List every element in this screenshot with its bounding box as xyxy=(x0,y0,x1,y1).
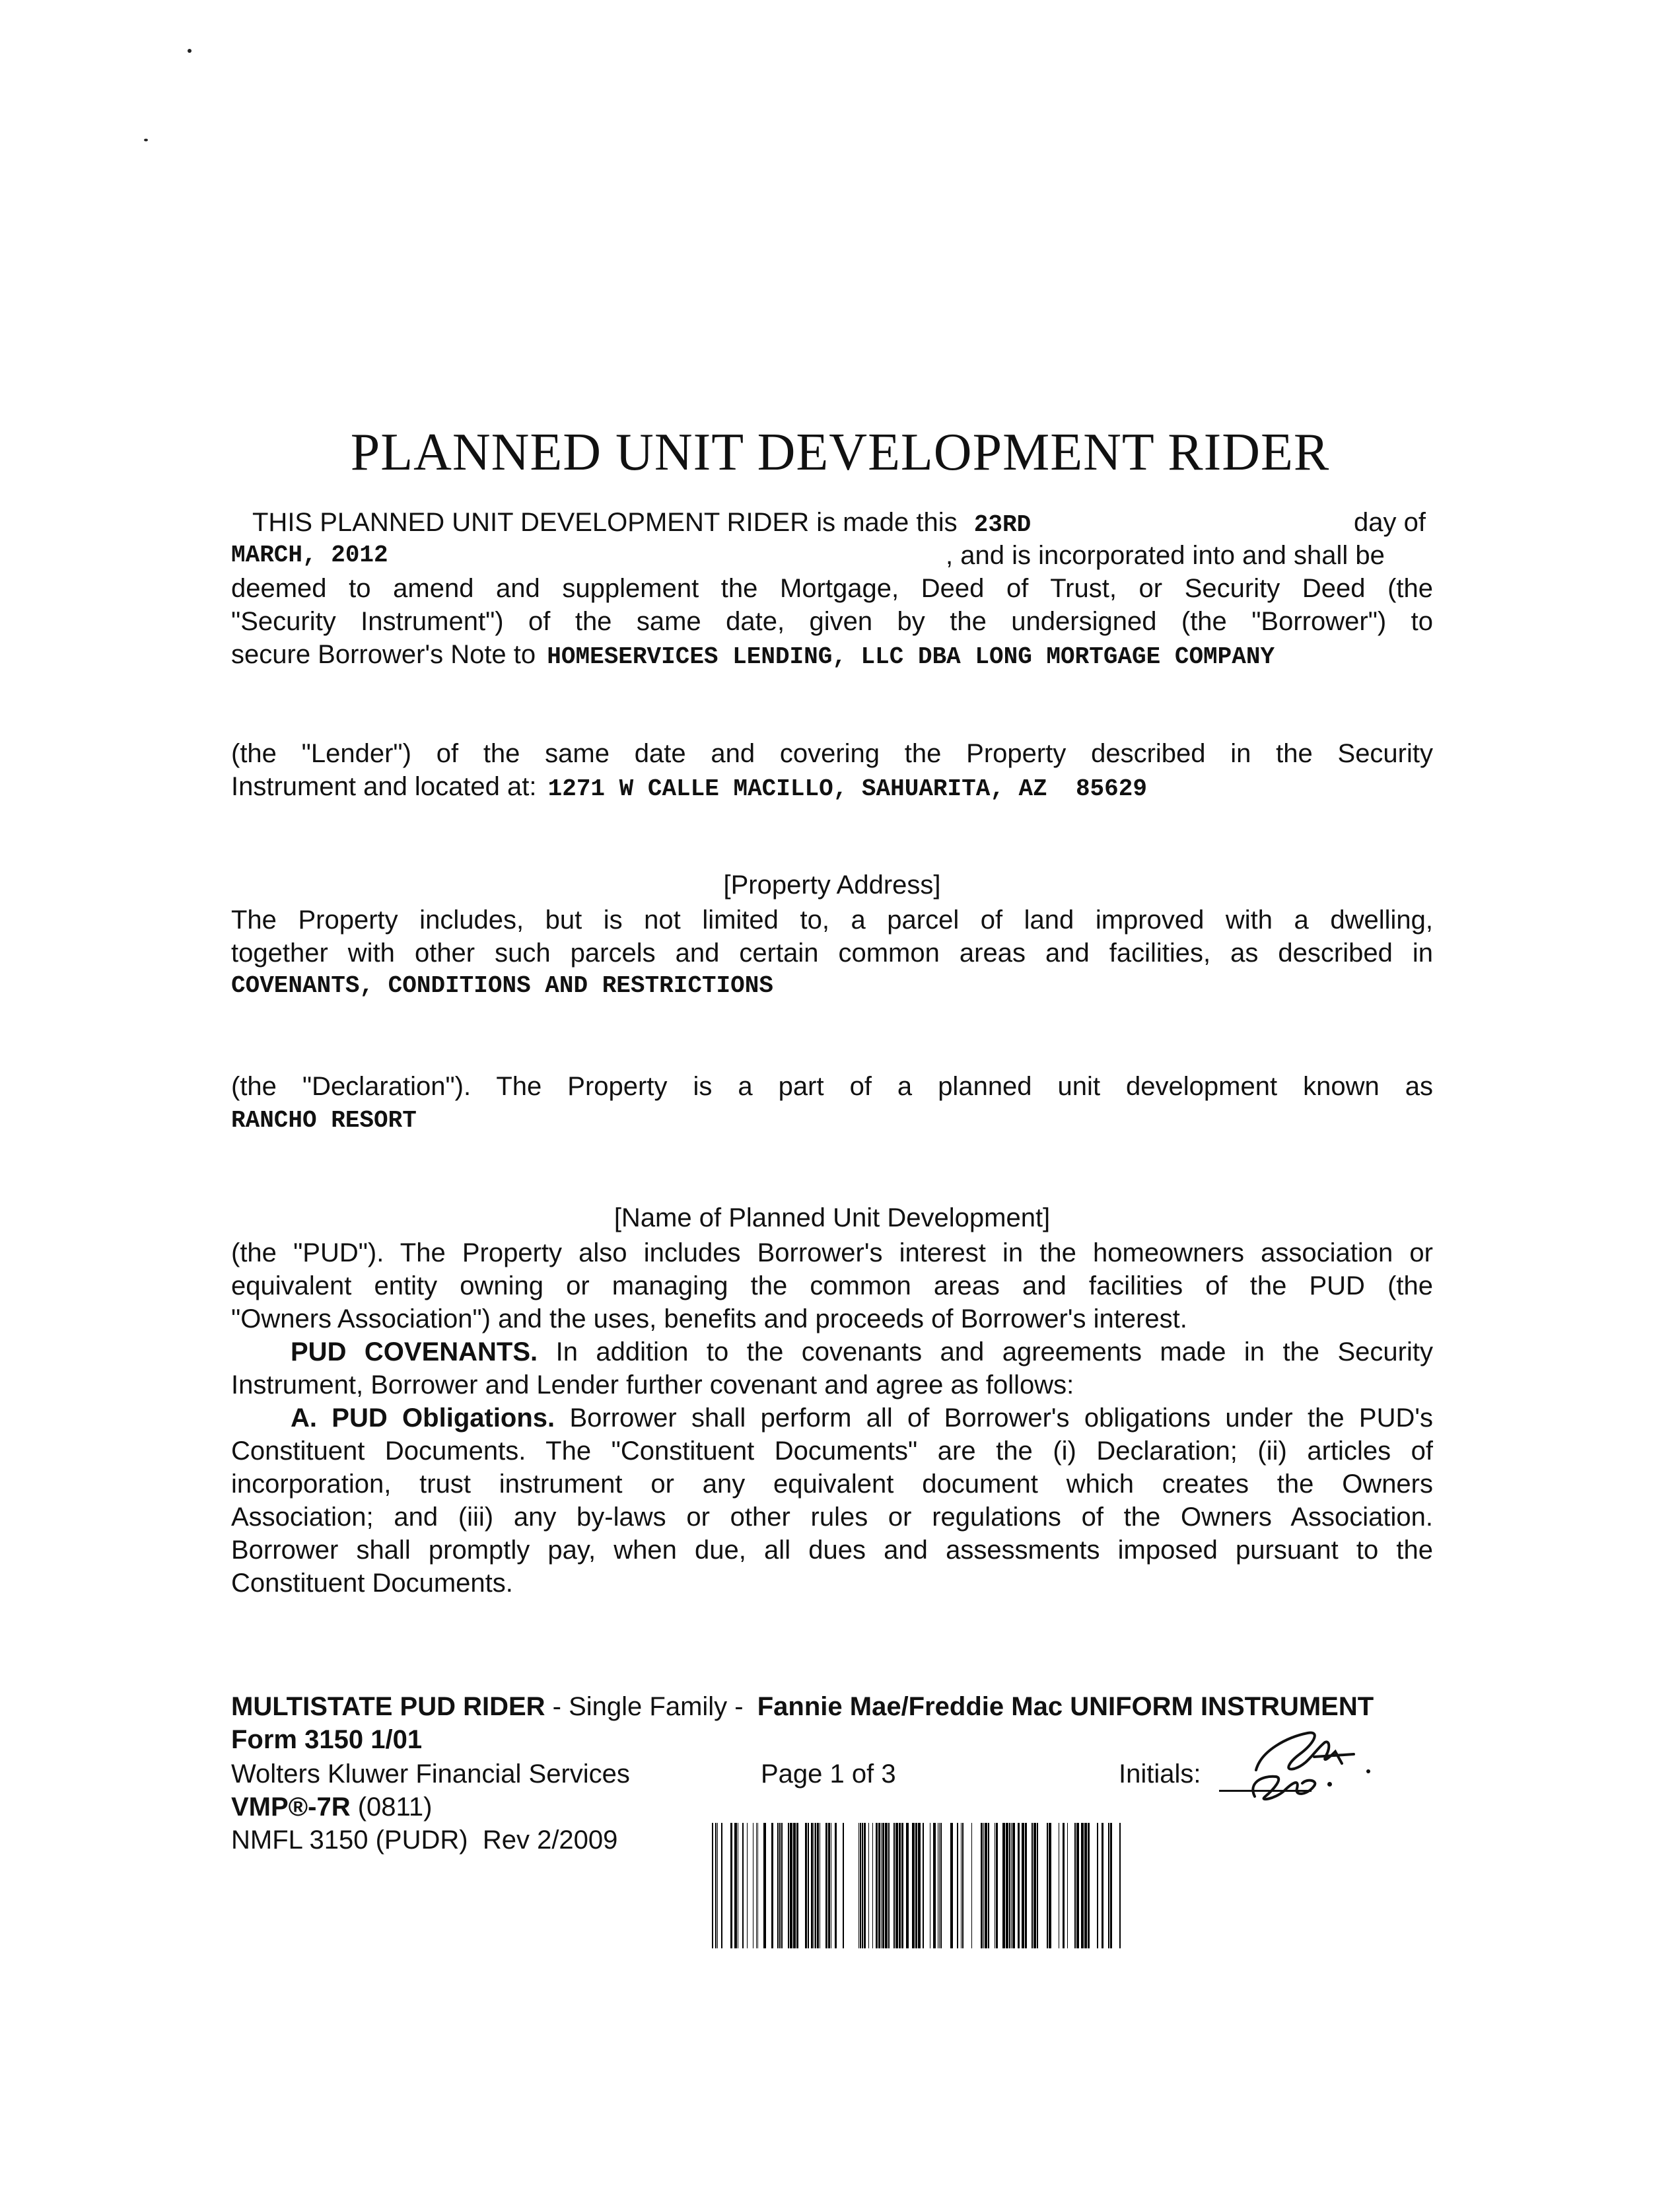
barcode-bar xyxy=(864,1823,866,1948)
lender-name: HOMESERVICES LENDING, LLC DBA LONG MORTGAGE COMPANY xyxy=(547,643,1275,670)
barcode-bar xyxy=(885,1823,888,1948)
section-a-line-4: Association; and (iii) any by-laws or other rules or regulations of the Owners Association. xyxy=(231,1503,1433,1532)
barcode-bar xyxy=(721,1823,722,1948)
barcode-bar xyxy=(915,1823,917,1948)
section-a-line-6: Constituent Documents. xyxy=(231,1569,513,1598)
rider-day: 23RD xyxy=(973,511,1032,538)
barcode-bar xyxy=(957,1823,958,1948)
barcode-bar xyxy=(1081,1823,1084,1948)
form-source: Fannie Mae/Freddie Mac UNIFORM INSTRUMENT xyxy=(757,1692,1374,1721)
barcode-bar xyxy=(1119,1823,1121,1948)
barcode-bar xyxy=(1002,1823,1005,1948)
barcode-bar xyxy=(777,1823,779,1948)
property-address-label: [Property Address] xyxy=(723,870,941,900)
barcode-bar xyxy=(1012,1823,1015,1948)
lender-line-1: (the "Lender") of the same date and covering the Property described in the Security xyxy=(231,739,1433,768)
property-line-2: together with other such parcels and certain common areas and facilities, as described in xyxy=(231,939,1433,968)
page-title: PLANNED UNIT DEVELOPMENT RIDER xyxy=(350,423,1330,481)
barcode-bar xyxy=(756,1823,757,1948)
pud-line-3: "Owners Association") and the uses, benefits and proceeds of Borrower's interest. xyxy=(231,1304,1187,1333)
nmfl-code: NMFL 3150 (PUDR) Rev 2/2009 xyxy=(231,1826,618,1855)
barcode-bar xyxy=(1006,1823,1008,1948)
barcode-bar xyxy=(918,1823,921,1948)
barcode-bar xyxy=(899,1823,901,1948)
barcode-bar xyxy=(988,1823,989,1948)
vmp-code: VMP®-7R xyxy=(231,1792,351,1822)
intro-lead xyxy=(252,506,1031,542)
barcode-bar xyxy=(1047,1823,1048,1948)
barcode-bar xyxy=(950,1823,953,1948)
form-type: - Single Family - xyxy=(552,1692,744,1721)
barcode xyxy=(712,1823,1121,1948)
pud-name: RANCHO RESORT xyxy=(231,1107,417,1134)
barcode-bar xyxy=(1097,1823,1098,1948)
barcode-bar xyxy=(1110,1823,1112,1948)
barcode-bar xyxy=(895,1823,898,1948)
located-at-line xyxy=(231,770,1147,806)
barcode-bar xyxy=(858,1823,859,1948)
barcode-bar xyxy=(901,1823,903,1948)
section-a-line-2: Constituent Documents. The "Constituent Documents" are the (i) Declaration; (ii) articles of xyxy=(231,1436,1433,1466)
rider-month-year: MARCH, 2012 xyxy=(231,542,388,569)
barcode-bar xyxy=(1025,1823,1027,1948)
located-at-text: Instrument and located at: xyxy=(231,772,537,801)
vmp-line xyxy=(231,1791,432,1823)
section-a-line-5: Borrower shall promptly pay, when due, all dues and assessments imposed pursuant to the xyxy=(231,1536,1433,1565)
barcode-bar xyxy=(771,1823,773,1948)
incorporated-text: , and is incorporated into and shall be xyxy=(946,541,1385,570)
barcode-bar xyxy=(793,1823,796,1948)
barcode-bar xyxy=(912,1823,915,1948)
barcode-bar xyxy=(1063,1823,1065,1948)
intro-line-4: "Security Instrument") of the same date, given by the undersigned (the "Borrower") to xyxy=(231,607,1433,636)
property-line-1: The Property includes, but is not limited to, a parcel of land improved with a dwelling, xyxy=(231,905,1433,935)
initials-signature xyxy=(1215,1717,1387,1816)
barcode-bar xyxy=(734,1823,737,1948)
barcode-bar xyxy=(1018,1823,1020,1948)
barcode-bar xyxy=(790,1823,792,1948)
barcode-bar xyxy=(1033,1823,1036,1948)
barcode-bar xyxy=(1032,1823,1033,1948)
intro-line-3: deemed to amend and supplement the Mortgage, Deed of Trust, or Security Deed (the xyxy=(231,574,1433,603)
section-a-line-1-text: Borrower shall perform all of Borrower's obligations under the PUD's xyxy=(569,1403,1433,1433)
barcode-bar xyxy=(860,1823,861,1948)
barcode-bar xyxy=(1067,1823,1068,1948)
barcode-bar xyxy=(882,1823,884,1948)
pud-line-1: (the "PUD"). The Property also includes Borrower's interest in the homeowners association or xyxy=(231,1238,1433,1267)
barcode-bar xyxy=(1022,1823,1024,1948)
barcode-bar xyxy=(1088,1823,1090,1948)
barcode-bar xyxy=(862,1823,863,1948)
pud-line-2: equivalent entity owning or managing the common areas and facilities of the PUD (the xyxy=(231,1271,1433,1300)
covenants-line-1-text: In addition to the covenants and agreements made in the Security xyxy=(555,1337,1433,1366)
initials-label: Initials: xyxy=(1119,1759,1201,1789)
covenants-line-2: Instrument, Borrower and Lender further covenant and agree as follows: xyxy=(231,1370,1074,1400)
barcode-bar xyxy=(788,1823,789,1948)
barcode-bar xyxy=(1076,1823,1079,1948)
note-to-text: secure Borrower's Note to xyxy=(231,640,536,669)
barcode-bar xyxy=(757,1823,758,1948)
barcode-bar xyxy=(843,1823,844,1948)
barcode-bar xyxy=(781,1823,783,1948)
covenants-line-1 xyxy=(231,1335,1433,1368)
barcode-bar xyxy=(923,1823,924,1948)
section-a-line-3: incorporation, trust instrument or any equivalent document which creates the Owners xyxy=(231,1470,1433,1499)
barcode-bar xyxy=(878,1823,880,1948)
barcode-bar xyxy=(763,1823,766,1948)
day-of-label: day of xyxy=(1354,508,1426,537)
barcode-bar xyxy=(1011,1823,1012,1948)
barcode-bar xyxy=(996,1823,998,1948)
property-address: 1271 W CALLE MACILLO, SAHUARITA, AZ 85629 xyxy=(547,775,1147,802)
barcode-bar xyxy=(961,1823,962,1948)
barcode-bar xyxy=(1049,1823,1051,1948)
barcode-bar xyxy=(940,1823,942,1948)
barcode-bar xyxy=(742,1823,744,1948)
barcode-bar xyxy=(985,1823,987,1948)
barcode-bar xyxy=(939,1823,940,1948)
barcode-bar xyxy=(1009,1823,1010,1948)
barcode-bar xyxy=(1102,1823,1103,1948)
intro-note-line xyxy=(231,638,1275,674)
barcode-bar xyxy=(805,1823,807,1948)
intro-lead-text: THIS PLANNED UNIT DEVELOPMENT RIDER is made this xyxy=(252,508,958,537)
barcode-bar xyxy=(825,1823,827,1948)
barcode-bar xyxy=(888,1823,890,1948)
barcode-bar xyxy=(1084,1823,1087,1948)
covenants-heading: PUD COVENANTS. xyxy=(291,1337,538,1366)
section-a-line-1 xyxy=(231,1401,1433,1435)
barcode-bar xyxy=(872,1823,873,1948)
barcode-bar xyxy=(1108,1823,1109,1948)
barcode-bar xyxy=(828,1823,830,1948)
barcode-bar xyxy=(981,1823,983,1948)
barcode-bar xyxy=(730,1823,732,1948)
section-a-heading: A. PUD Obligations. xyxy=(291,1403,555,1433)
declaration-document: COVENANTS, CONDITIONS AND RESTRICTIONS xyxy=(231,972,773,999)
scan-speck xyxy=(144,139,148,141)
scan-speck xyxy=(188,49,192,53)
barcode-bar xyxy=(779,1823,781,1948)
barcode-bar xyxy=(817,1823,819,1948)
publisher: Wolters Kluwer Financial Services xyxy=(231,1759,630,1789)
form-number: Form 3150 1/01 xyxy=(231,1725,423,1754)
barcode-bar xyxy=(712,1823,713,1948)
barcode-bar xyxy=(876,1823,878,1948)
barcode-bar xyxy=(868,1823,869,1948)
vmp-revision: (0811) xyxy=(357,1792,433,1822)
page-number: Page 1 of 3 xyxy=(761,1759,896,1789)
barcode-bar xyxy=(983,1823,984,1948)
barcode-bar xyxy=(815,1823,816,1948)
barcode-bar xyxy=(796,1823,798,1948)
declaration-line-1: (the "Declaration"). The Property is a part of a planned unit development known as xyxy=(231,1072,1433,1101)
footer-form-line xyxy=(231,1691,1374,1722)
form-title: MULTISTATE PUD RIDER xyxy=(231,1692,545,1721)
barcode-bar xyxy=(881,1823,882,1948)
barcode-bar xyxy=(747,1823,748,1948)
barcode-bar xyxy=(893,1823,895,1948)
barcode-bar xyxy=(933,1823,936,1948)
barcode-bar xyxy=(717,1823,718,1948)
barcode-bar xyxy=(1074,1823,1076,1948)
barcode-bar xyxy=(971,1823,972,1948)
barcode-bar xyxy=(962,1823,963,1948)
barcode-bar xyxy=(1037,1823,1038,1948)
barcode-bar xyxy=(715,1823,717,1948)
pud-name-label: [Name of Planned Unit Development] xyxy=(613,1203,1051,1232)
barcode-bar xyxy=(811,1823,813,1948)
barcode-bar xyxy=(808,1823,809,1948)
barcode-bar xyxy=(835,1823,837,1948)
barcode-bar xyxy=(906,1823,909,1948)
